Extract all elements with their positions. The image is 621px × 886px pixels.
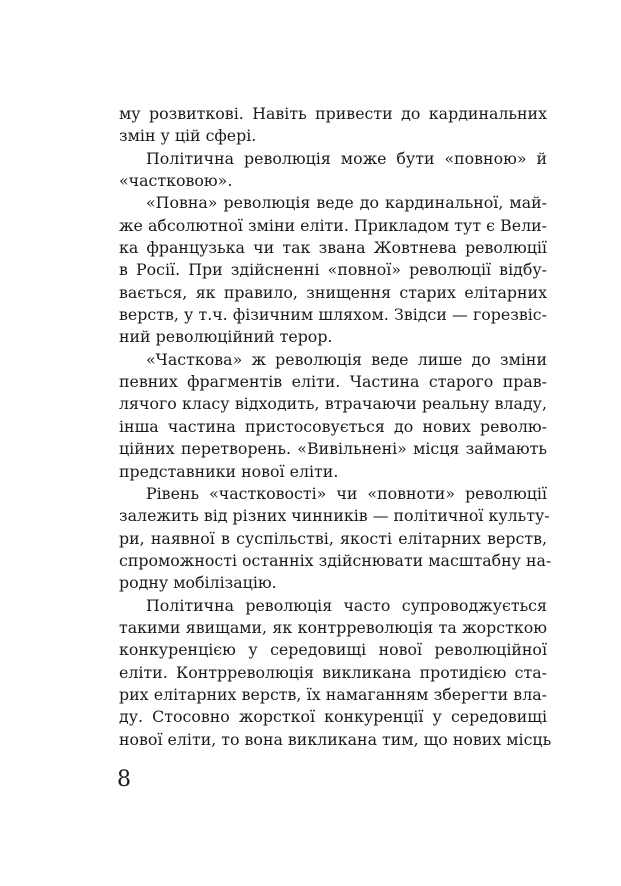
text-line: змін у цій сфері. bbox=[119, 126, 257, 146]
text-line: еліти. Контрреволюція викликана протидією ста- bbox=[119, 662, 547, 682]
text-line: певних фрагментів еліти. Частина старого прав- bbox=[119, 372, 547, 392]
text-line: «Часткова» ж революція веде лише до зміни bbox=[146, 349, 547, 369]
text-line: конкуренцією у середовищі нової революційної bbox=[119, 640, 547, 660]
text-line: вається, як правило, знищення старих елітарних bbox=[119, 282, 547, 302]
text-line: ційних перетворень. «Вивільнені» місця займають bbox=[119, 439, 547, 459]
text-line: інша частина пристосовується до нових револю- bbox=[119, 416, 547, 436]
text-line: же абсолютної зміни еліти. Прикладом тут є Вели- bbox=[119, 215, 547, 235]
text-line: Політична революція часто супроводжується bbox=[146, 595, 547, 615]
text-line: представники нової еліти. bbox=[119, 461, 339, 481]
text-line: залежить від різних чинників — політичної культу- bbox=[119, 506, 550, 526]
text-line: ний революційний терор. bbox=[119, 327, 333, 347]
page-number: 8 bbox=[117, 767, 131, 792]
text-line: нової еліти, то вона викликана тим, що нових місць bbox=[119, 729, 552, 749]
text-line: Рівень «частковості» чи «повноти» революції bbox=[146, 483, 547, 503]
text-line: ка французька чи так звана Жовтнева революції bbox=[119, 238, 547, 258]
text-line: такими явищами, як контрреволюція та жорсткою bbox=[119, 617, 547, 637]
text-line: спроможності останніх здійснювати масштабну на- bbox=[119, 550, 552, 570]
text-line: ри, наявної в суспільстві, якості елітарних верств, bbox=[119, 528, 547, 548]
text-line: верств, у т.ч. фізичним шляхом. Звідси — горезвіс- bbox=[119, 305, 547, 325]
text-line: родну мобілізацію. bbox=[119, 573, 277, 593]
text-line: ду. Стосовно жорсткої конкуренції у середовищі bbox=[119, 707, 547, 727]
text-line: лячого класу відходить, втрачаючи реальну владу, bbox=[119, 394, 547, 414]
text-line: в Росії. При здійсненні «повної» революції відбу- bbox=[119, 260, 547, 280]
text-line: «Повна» революція веде до кардинальної, май- bbox=[146, 193, 547, 213]
text-line: Політична революція може бути «повною» й bbox=[146, 148, 547, 168]
text-line: му розвиткові. Навіть привести до кардинальних bbox=[119, 104, 547, 123]
text-line: рих елітарних верств, їх намаганням зберегти вла- bbox=[119, 684, 547, 704]
text-line: «частковою». bbox=[119, 171, 233, 191]
page-body bbox=[119, 103, 552, 751]
